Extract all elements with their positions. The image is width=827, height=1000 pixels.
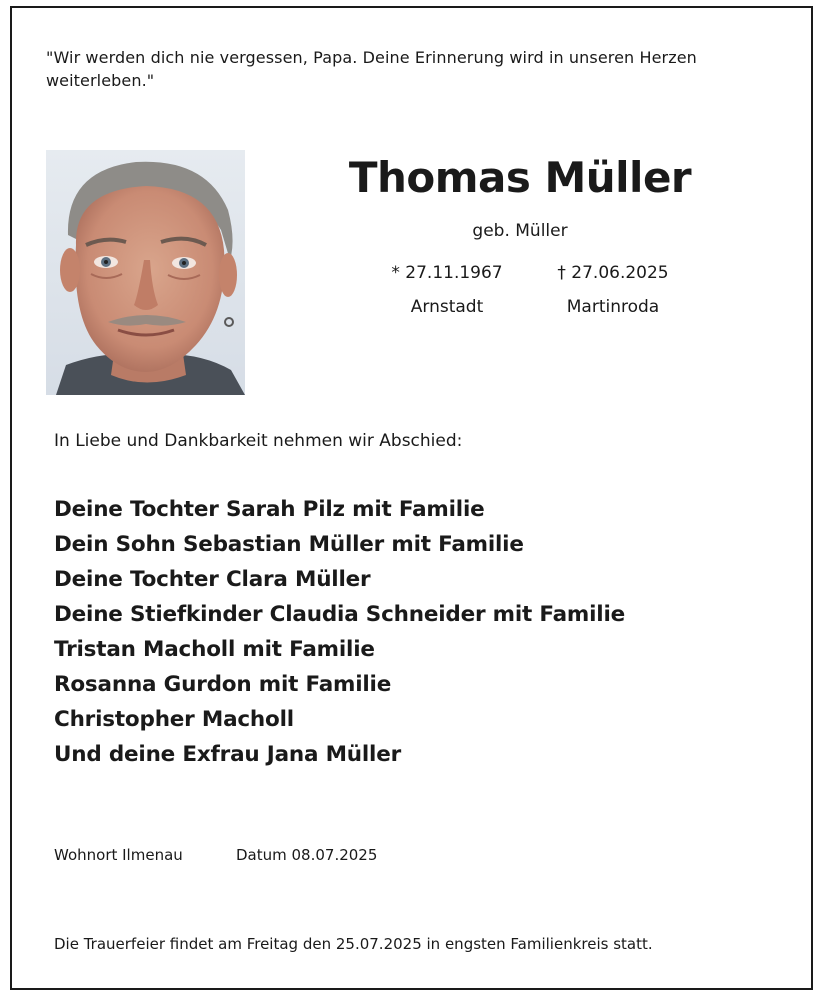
publication-date: Datum 08.07.2025: [236, 846, 378, 864]
mourner-entry: Deine Stiefkinder Claudia Schneider mit Familie: [54, 602, 626, 627]
funeral-service-note: Die Trauerfeier findet am Freitag den 25.07.2025 in engsten Familienkreis statt.: [54, 935, 653, 953]
mourner-entry: Deine Tochter Sarah Pilz mit Familie: [54, 497, 485, 522]
mourner-entry: Dein Sohn Sebastian Müller mit Familie: [54, 532, 524, 557]
residence: Wohnort Ilmenau: [54, 846, 183, 864]
deceased-name: Thomas Müller: [348, 153, 692, 202]
mourners-list: [54, 492, 625, 772]
birth-place: Arnstadt: [410, 297, 484, 317]
mourner-entry: Tristan Macholl mit Familie: [54, 637, 375, 662]
mourner-entry: Und deine Exfrau Jana Müller: [54, 742, 401, 767]
death-date: † 27.06.2025: [557, 263, 669, 283]
mourner-entry: Deine Tochter Clara Müller: [54, 567, 371, 592]
memorial-quote: "Wir werden dich nie vergessen, Papa. Deine Erinnerung wird in unseren Herzen weiterleben.": [46, 48, 697, 90]
death-place: Martinroda: [566, 297, 660, 317]
birth-date: * 27.11.1967: [391, 263, 503, 283]
birth-name: geb. Müller: [472, 221, 568, 241]
mourner-entry: Christopher Macholl: [54, 707, 294, 732]
portrait-photo: [46, 150, 245, 395]
farewell-intro: In Liebe und Dankbarkeit nehmen wir Abschied:: [54, 431, 463, 451]
mourner-entry: Rosanna Gurdon mit Familie: [54, 672, 392, 697]
